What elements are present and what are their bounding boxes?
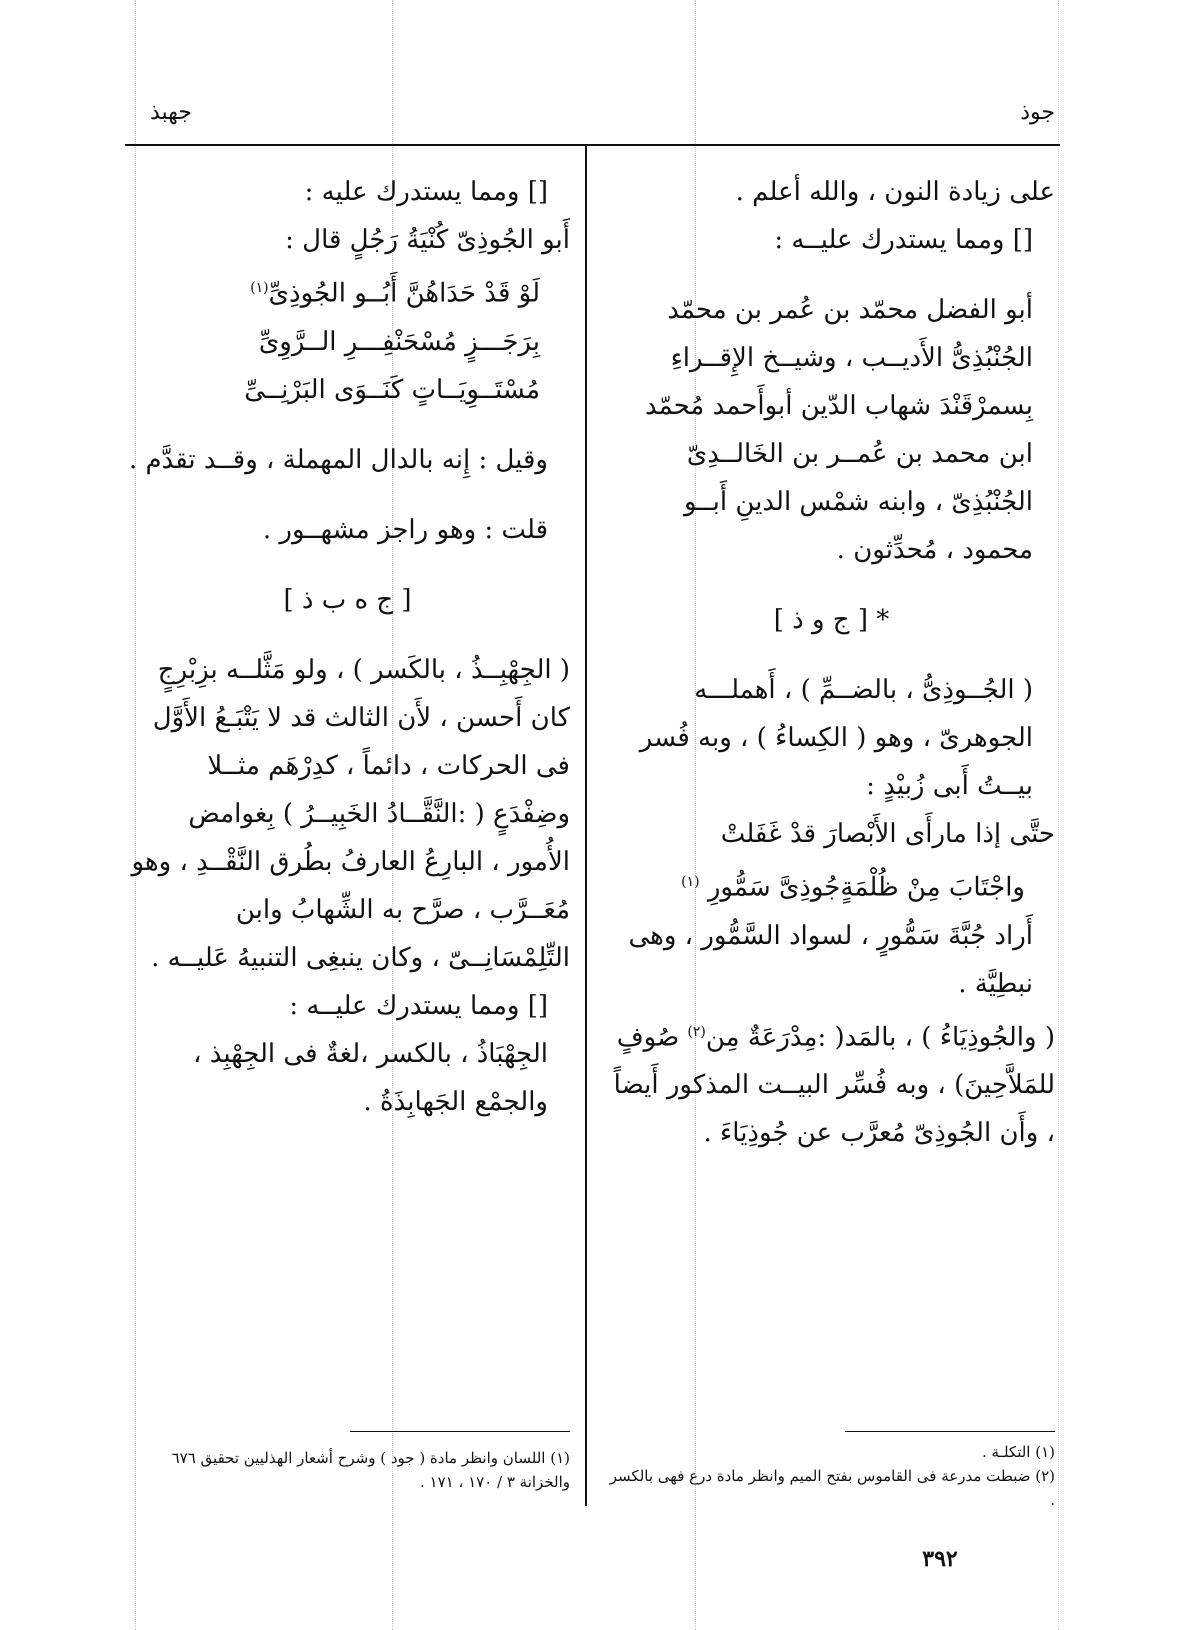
paragraph: [] ومما يستدرك عليــه : (774, 225, 1033, 255)
footnote: (٢) ضبطت مدرعة فى القاموس بفتح الميم وانظر مادة درع فهى بالكسر . (609, 1467, 1055, 1509)
paragraph: [] ومما يستدرك عليه : (304, 177, 548, 207)
header-left-word: جهبذ (150, 100, 192, 125)
paragraph: وقيل : إِنه بالدال المهملة ، وقــد تقدَّم . (128, 444, 548, 475)
verse-line: حتَّى إذا مارأَى الأَبْصارَ قدْ غَفَلتْ (720, 819, 1055, 849)
paragraph-text: ( والجُوذِيَاءُ ) ، بالمَد( :مِدْرَعَةٌ مِن (705, 1022, 1055, 1053)
footnote: (١) اللسان وانظر مادة ( جود ) وشرح أشعار الهذليين تحقيق ٦٧٦ والخزانة ٣ / ١٧٠ ، ١٧١ . (171, 1449, 570, 1491)
paragraph: ( الجِهْبِــذُ ، بالكَسر ) ، ولو مَثَّلــه بزِبْرِجٍ كان أَحسن ، لأَن الثالث قد لا يَتْبَـعُ الأَوَّل فى الحركات ، دائماً ، كدِرْهَم مثــلا وضِفْدَعٍ ( :النَّقَّــادُ الخَبِيــرُ ) بِغوامض الأُمور ، البارِعُ العارفُ بطُرق النَّقْــدِ ، وهو مُعَــرَّب ، صرَّح به الشِّهابُ وابن التِّلِمْسَانِــىّ ، وكان ينبغِى التنبيهُ عَليــه . (131, 654, 570, 973)
verse-line: مُسْتَــوِيَــاتٍ كَنَــوَى البَرْنِــىِّ (244, 374, 540, 405)
footnotes-left (120, 1446, 570, 1494)
spacer (608, 644, 1055, 666)
paragraph: أَبو الجُوذِىّ كُنْيَةُ رَجُلٍ قال : (285, 225, 570, 255)
header-right-word: جوذ (1020, 100, 1055, 125)
footnote-rule (845, 1431, 1055, 1432)
footnote-marker: (١) (250, 280, 269, 296)
footnote-marker: (٢) (687, 1023, 706, 1040)
entry-heading: * [ ج و ذ ] (773, 605, 890, 635)
verse-text: لَوْ قَدْ حَدَاهُنَّ أَبُــو الجُوذِىِّ (268, 278, 540, 309)
spacer (125, 554, 570, 576)
verse-text: واجْتَابَ مِنْ ظُلْمَةٍجُوذِىَّ سَمُّورِ (707, 872, 1025, 903)
entry-heading: [ ج ه ب ذ ] (283, 584, 412, 615)
spacer (608, 264, 1055, 286)
verse-line (125, 264, 570, 318)
paragraph: أبو الفضل محمّد بن عُمر بن محمّد الجُنْبُذِىُّ الأَديــب ، وشيــخ الإِقــراءِ بِسمرْقَنْدَ شهاب الدّين أبوأَحمد مُحمّد ابن محمد بن عُمــر بن الخَالــدِىّ الجُنْبُذِىّ ، وابنه شمْس الدينِ أَبــو محمود ، مُحدِّثون . (644, 295, 1033, 565)
paragraph: قلت : وهو راجز مشهــور . (262, 514, 548, 545)
verse-line (608, 858, 1055, 912)
paragraph (608, 1008, 1055, 1158)
header-rule (125, 144, 1060, 146)
right-column (608, 168, 1055, 1157)
column-divider (585, 146, 587, 1506)
paragraph-text: صُوفٍ للمَلاَّحِينَ) ، وبه فُسِّر البيــت المذكور أَيضاً ، وأَن الجُوذِىّ مُعرَّب عن جُوذِيَاءَ . (613, 1022, 1055, 1149)
footnote-marker: (١) (681, 874, 700, 890)
paragraph: [] ومما يستدرك عليــه : (289, 990, 548, 1021)
left-column (125, 168, 570, 1126)
spacer (608, 574, 1055, 596)
spacer (125, 624, 570, 646)
guide-line (1058, 0, 1059, 1630)
spacer (125, 414, 570, 436)
footnote-rule (350, 1431, 570, 1432)
footnote: (١) التكلـة . (981, 1443, 1055, 1461)
paragraph: ( الجُــوذِىُّ ، بالضــمِّ ) ، أَهملـــه الجوهرىّ ، وهو ( الكِساءُ ) ، وبه فُسر بيــتُ أَبى زُبيْدٍ : (639, 675, 1033, 801)
paragraph: الجِهْبَاذُ ، بالكسر ،لغةٌ فى الجِهْبِذ ، والجمْع الجَهابِذَةُ . (193, 1038, 548, 1117)
paragraph: على زيادة النون ، والله أعلم . (735, 177, 1055, 207)
spacer (125, 484, 570, 506)
page-number: ٣٩٢ (922, 1546, 958, 1572)
paragraph: أَراد جُبَّةَ سَمُّورٍ ، لسواد السَّمُّور ، وهى نبطِيَّة . (628, 920, 1033, 999)
footnotes-right (608, 1440, 1055, 1512)
verse-line: بِرَجَـــزٍ مُسْحَنْفِـــرِ الــرَّوِىِّ (258, 326, 540, 357)
